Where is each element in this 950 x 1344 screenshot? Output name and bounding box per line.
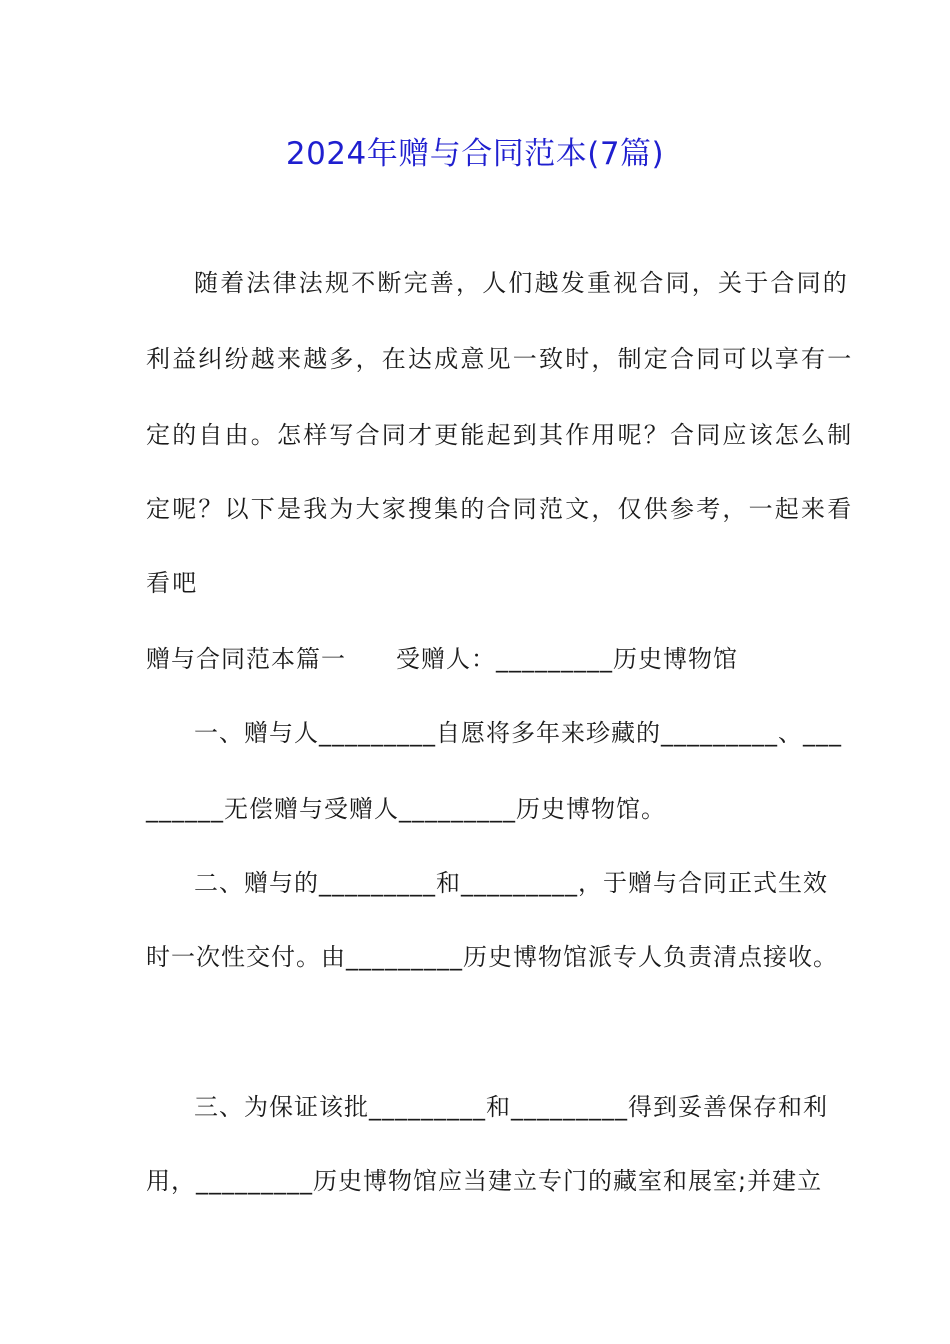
clause-1-line-2: ______无偿赠与受赠人_________历史博物馆。 xyxy=(146,795,666,823)
intro-line-5: 看吧 xyxy=(146,569,199,597)
intro-line-4: 定呢？以下是我为大家搜集的合同范文，仅供参考，一起来看 xyxy=(146,495,854,523)
intro-line-1: 随着法律法规不断完善，人们越发重视合同，关于合同的 xyxy=(194,269,849,297)
document-title: 2024年赠与合同范本(7篇) xyxy=(285,136,665,172)
intro-line-2: 利益纠纷越来越多，在达成意见一致时，制定合同可以享有一 xyxy=(146,345,854,373)
section-heading: 赠与合同范本篇一 受赠人：_________历史博物馆 xyxy=(146,645,738,673)
clause-2-line-2: 时一次性交付。由_________历史博物馆派专人负责清点接收。 xyxy=(146,943,838,971)
clause-3-line-1: 三、为保证该批_________和_________得到妥善保存和利 xyxy=(194,1093,828,1121)
clause-2-line-1: 二、赠与的_________和_________，于赠与合同正式生效 xyxy=(194,869,828,897)
clause-3-line-2: 用，_________历史博物馆应当建立专门的藏室和展室;并建立 xyxy=(146,1167,823,1195)
clause-1-line-1: 一、赠与人_________自愿将多年来珍藏的_________、___ xyxy=(194,719,842,747)
intro-line-3: 定的自由。怎样写合同才更能起到其作用呢？合同应该怎么制 xyxy=(146,421,854,449)
